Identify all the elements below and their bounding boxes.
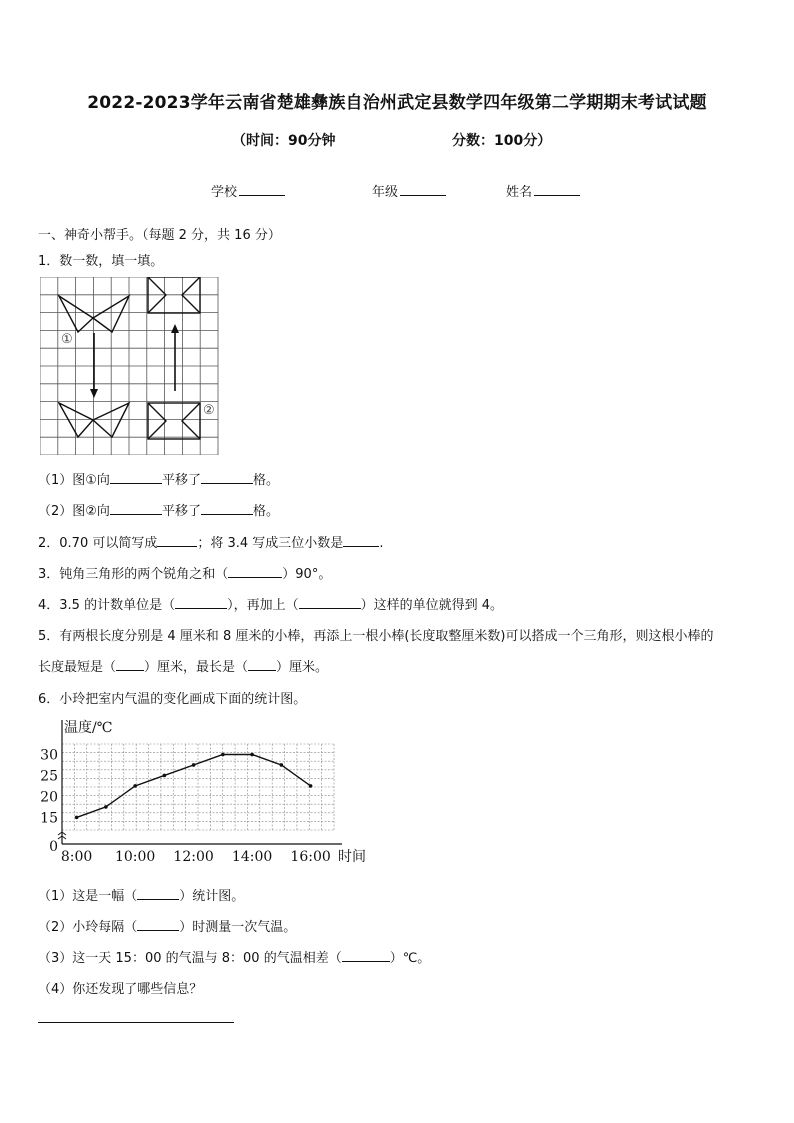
question-6-sub-4: （4）你还发现了哪些信息？	[38, 982, 203, 997]
question-6-sub-2: （2）小玲每隔（ ）时测量一次气温。	[38, 920, 297, 935]
name-field[interactable]	[506, 181, 580, 200]
blank-4-1[interactable]	[175, 596, 227, 609]
y-tick-label: 20	[40, 789, 58, 806]
data-point-13	[221, 753, 225, 757]
section-heading: 一、神奇小帮手。（每题 2 分，共 16 分）	[38, 228, 281, 243]
blank-3[interactable]	[228, 565, 282, 578]
y-tick-label: 25	[40, 768, 58, 785]
translation-grid-figure	[40, 277, 220, 455]
x-tick-label: 12:00	[173, 849, 214, 865]
question-1-sub-1: （1）图①向 平移了 格。	[38, 473, 279, 488]
blank-1-2-direction[interactable]	[110, 502, 162, 515]
question-5-line-1: 5．有两根长度分别是 4 厘米和 8 厘米的小棒，再添上一根小棒(长度取整厘米数)可以搭成一个三角形，则这根小棒的	[38, 629, 714, 644]
grade-field[interactable]	[372, 181, 446, 200]
question-1-sub-2: （2）图②向 平移了 格。	[38, 504, 279, 519]
arrow-down-head	[90, 389, 98, 398]
exam-score: 分数：100分）	[452, 133, 552, 149]
shape-2-bottom-box	[148, 403, 200, 439]
blank-4-2[interactable]	[299, 596, 361, 609]
blank-5-1[interactable]	[116, 658, 144, 671]
temperature-line-chart	[38, 712, 378, 870]
data-point-15	[280, 763, 284, 767]
y-tick-label: 15	[40, 810, 58, 827]
data-point-10	[133, 784, 137, 788]
name-blank[interactable]	[534, 183, 580, 196]
x-tick-label: 14:00	[231, 849, 273, 865]
page-title: 2022-2023学年云南省楚雄彝族自治州武定县数学四年级第二学期期末考试试题	[87, 93, 707, 113]
x-tick-label: 10:00	[114, 849, 156, 865]
question-2: 2．0.70 可以简写成 ；将 3.4 写成三位小数是 .	[38, 536, 384, 551]
school-blank[interactable]	[239, 183, 285, 196]
question-5-line-2: 长度最短是（ ）厘米，最长是（ ）厘米。	[38, 660, 329, 675]
blank-2-2[interactable]	[343, 534, 379, 547]
data-point-11	[163, 774, 167, 778]
blank-2-1[interactable]	[157, 534, 197, 547]
x-tick-label: 8:00	[60, 849, 93, 865]
arrow-up-head	[171, 324, 179, 333]
question-1: 1．数一数，填一填。	[38, 254, 164, 269]
figure-label-2: ②	[203, 403, 215, 418]
data-point-16	[309, 784, 313, 788]
shape-1-top	[59, 296, 93, 332]
blank-6-3[interactable]	[342, 949, 390, 962]
x-tick-label: 16:00	[290, 849, 331, 865]
blank-1-1-direction[interactable]	[110, 471, 162, 484]
answer-line-6-4[interactable]	[38, 1022, 234, 1023]
grade-blank[interactable]	[400, 183, 446, 196]
school-label: 学校	[211, 185, 238, 200]
data-point-14	[250, 753, 254, 757]
y-tick-label: 30	[40, 747, 58, 764]
shape-1-bottom	[59, 403, 93, 437]
school-field[interactable]	[211, 181, 285, 200]
data-point-9	[104, 805, 108, 809]
name-label: 姓名	[506, 185, 533, 200]
exam-time: （时间：90分钟	[232, 133, 336, 149]
x-axis-label: 时间	[338, 849, 366, 865]
blank-6-1[interactable]	[137, 887, 179, 900]
data-point-8	[75, 816, 79, 820]
y-axis-label: 温度/℃	[64, 720, 113, 736]
question-6: 6．小玲把室内气温的变化画成下面的统计图。	[38, 692, 307, 707]
y-tick-label: 0	[49, 839, 58, 855]
question-4: 4．3.5 的计数单位是（ ），再加上（ ）这样的单位就得到 4。	[38, 598, 503, 613]
blank-1-2-steps[interactable]	[201, 502, 253, 515]
question-6-sub-1: （1）这是一幅（ ）统计图。	[38, 889, 245, 904]
question-6-sub-3: （3）这一天 15：00 的气温与 8：00 的气温相差（ ）℃。	[38, 951, 431, 966]
blank-1-1-steps[interactable]	[201, 471, 253, 484]
question-3: 3．钝角三角形的两个锐角之和（ ）90°。	[38, 567, 332, 582]
blank-6-2[interactable]	[137, 918, 179, 931]
data-point-12	[192, 763, 196, 767]
grade-label: 年级	[372, 185, 399, 200]
blank-5-2[interactable]	[248, 658, 276, 671]
figure-label-1: ①	[61, 332, 73, 347]
